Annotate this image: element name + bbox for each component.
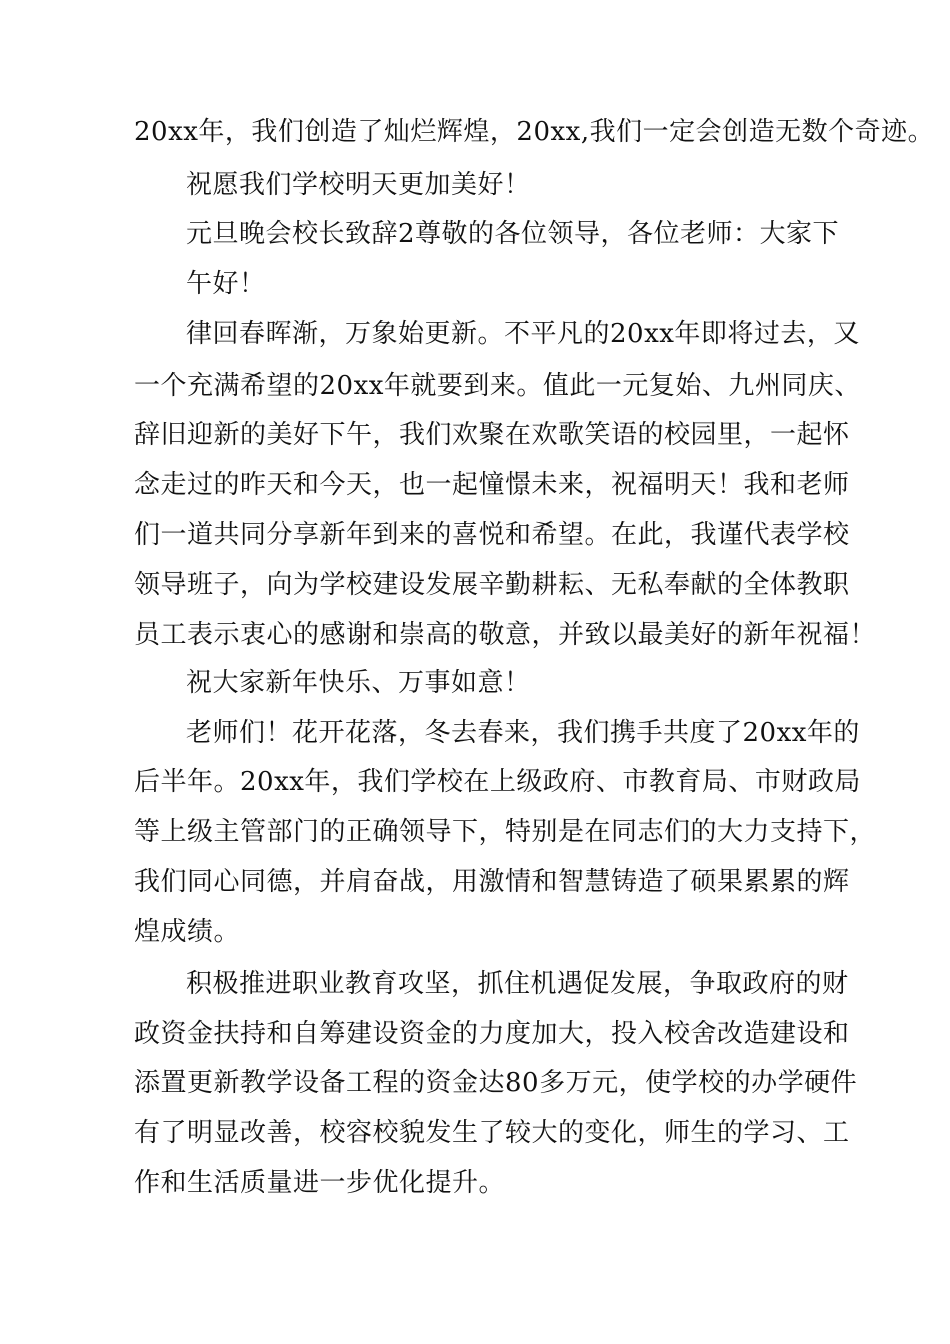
text-line: 元旦晚会校长致辞2尊敬的各位领导，各位老师：大家下 [186, 219, 840, 249]
text-line: 念走过的昨天和今天，也一起憧憬未来，祝福明天！我和老师 [134, 470, 850, 500]
text-line: 积极推进职业教育攻坚，抓住机遇促发展，争取政府的财 [186, 969, 849, 999]
text-line: 等上级主管部门的正确领导下，特别是在同志们的大力支持下， [134, 817, 877, 847]
text-line: 老师们！花开花落，冬去春来，我们携手共度了20xx年的 [186, 718, 860, 748]
text-line: 律回春晖渐，万象始更新。不平凡的20xx年即将过去，又 [186, 319, 860, 349]
text-line: 一个充满希望的20xx年就要到来。值此一元复始、九州同庆、 [134, 371, 861, 401]
text-line: 祝愿我们学校明天更加美好！ [186, 170, 531, 200]
text-line: 煌成绩。 [134, 917, 241, 947]
text-line: 我们同心同德，并肩奋战，用激情和智慧铸造了硕果累累的辉 [134, 867, 850, 897]
text-line: 20xx年，我们创造了灿烂辉煌，20xx,我们一定会创造无数个奇迹。 [134, 117, 935, 147]
text-line: 们一道共同分享新年到来的喜悦和希望。在此，我谨代表学校 [134, 520, 850, 550]
text-line: 辞旧迎新的美好下午，我们欢聚在欢歌笑语的校园里，一起怀 [134, 420, 850, 450]
text-line: 作和生活质量进一步优化提升。 [134, 1168, 506, 1198]
text-line: 后半年。20xx年，我们学校在上级政府、市教育局、市财政局 [134, 767, 861, 797]
text-line: 员工表示衷心的感谢和崇高的敬意，并致以最美好的新年祝福！ [134, 620, 877, 650]
text-line: 添置更新教学设备工程的资金达80多万元，使学校的办学硬件 [134, 1068, 858, 1098]
text-line: 午好！ [186, 269, 266, 299]
text-line: 领导班子，向为学校建设发展辛勤耕耘、无私奉献的全体教职 [134, 570, 850, 600]
text-line: 政资金扶持和自筹建设资金的力度加大，投入校舍改造建设和 [134, 1019, 850, 1049]
text-line: 有了明显改善，校容校貌发生了较大的变化，师生的学习、工 [134, 1118, 850, 1148]
text-line: 祝大家新年快乐、万事如意！ [186, 668, 531, 698]
